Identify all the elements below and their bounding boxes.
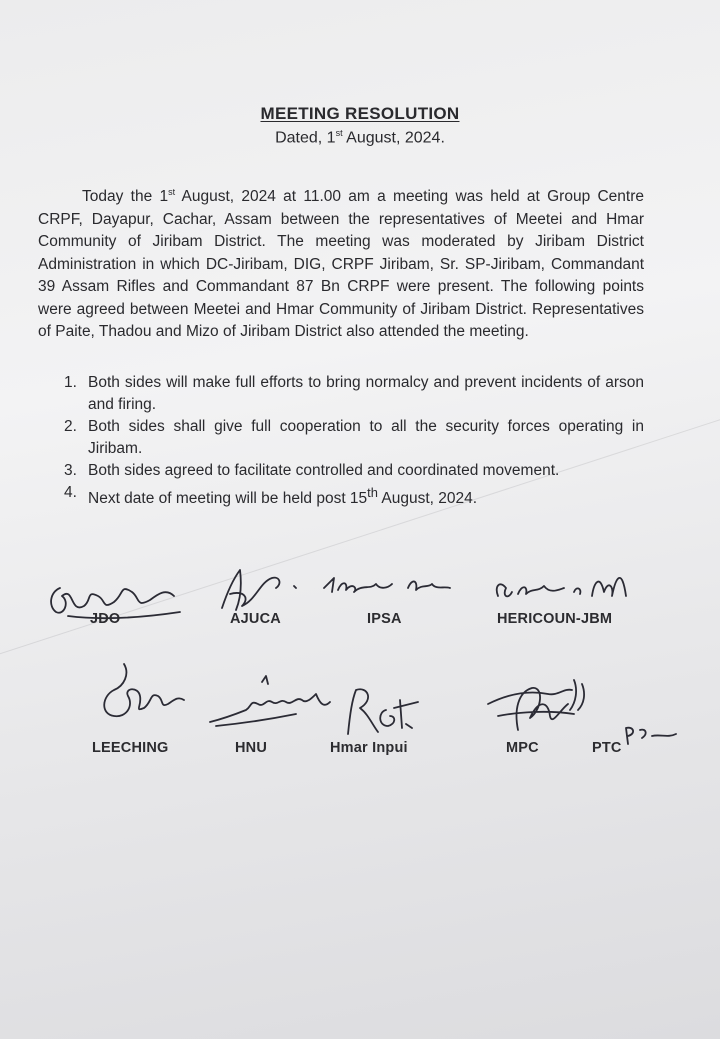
ipsa-signature (318, 570, 458, 600)
hmar-inpui-signature (338, 680, 428, 742)
intro-ordinal: st (168, 187, 176, 197)
signatory-hericoun-jbm: HERICOUN-JBM (497, 611, 613, 627)
signatory-leeching: LEECHING (92, 740, 169, 756)
item-text-end: August, 2024. (377, 490, 478, 508)
item-number: 2. (64, 418, 77, 435)
signatory-hnu: HNU (235, 740, 268, 756)
date-suffix: August, 2024. (342, 129, 445, 147)
title-text: MEETING RESOLUTION (260, 104, 460, 123)
date-ordinal: st (335, 128, 343, 138)
item-ordinal: th (367, 485, 378, 500)
signatory-hmar-inpui: Hmar Inpui (330, 740, 408, 756)
hnu-signature (206, 674, 336, 734)
item-text: Both sides shall give full cooperation to all the security forces operating in Jiribam. (88, 418, 644, 457)
intro-text-start: Today the 1 (82, 188, 169, 206)
date-line (0, 128, 720, 147)
signatory-ajuca: AJUCA (230, 611, 281, 627)
leeching-signature (94, 656, 194, 726)
item-text: Both sides will make full efforts to bring normalcy and prevent incidents of arson and firing. (88, 374, 644, 413)
signatory-mpc: MPC (506, 740, 539, 756)
list-item (64, 372, 644, 416)
item-text-start: Next date of meeting will be held post 15 (88, 490, 368, 508)
item-text: Both sides agreed to facilitate controlled and coordinated movement. (88, 462, 560, 479)
document-title (0, 104, 720, 124)
list-item (64, 416, 644, 460)
hericoun-signature (488, 556, 638, 606)
item-text (88, 482, 644, 510)
mpc-signature (478, 670, 608, 750)
intro-text-rest: August, 2024 at 11.00 am a meeting was held at Group Centre CRPF, Dayapur, Cachar, Assam between the representatives of Meetei and Hmar Community of Jiribam District. The meeting was moderated by Jiribam District Administration in which DC-Jiribam, DIG, CRPF Jiribam, Sr. SP-Jiribam, Commandant 39 Assam Rifles and Commandant 87 Bn CRPF were present. The following points were agreed between Meetei and Hmar Community of Jiribam District. Representatives of Paite, Thadou and Mizo of Jiribam District also attended the meeting. (38, 188, 644, 341)
date-prefix: Dated, 1 (275, 129, 336, 147)
item-number: 4. (64, 484, 77, 501)
list-item (64, 482, 644, 510)
signatory-jdo: JDO (90, 611, 121, 627)
item-number: 3. (64, 462, 77, 479)
intro-paragraph (38, 181, 644, 344)
signatory-ipsa: IPSA (367, 611, 402, 627)
item-number: 1. (64, 374, 77, 391)
list-item (64, 460, 644, 482)
agreed-points-list (64, 372, 644, 510)
signatory-ptc: PTC (592, 740, 622, 756)
